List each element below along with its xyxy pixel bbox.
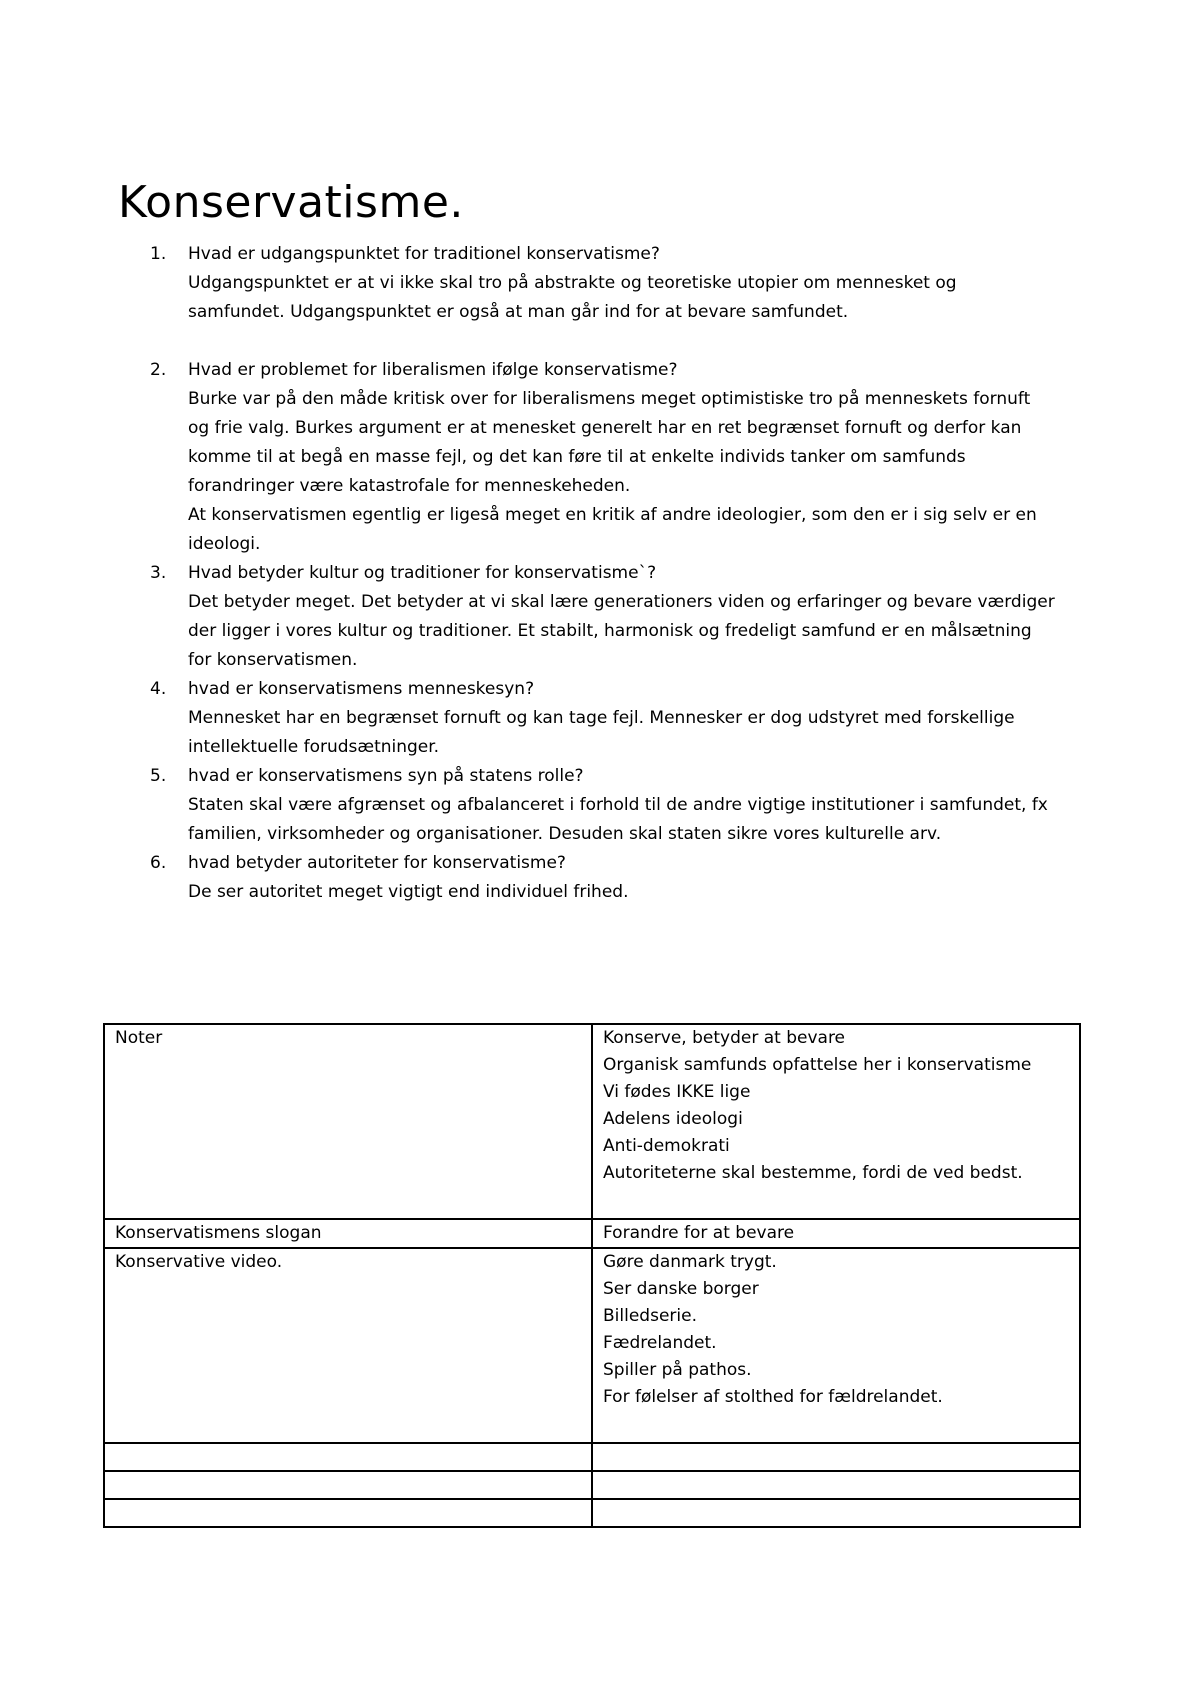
question-item-4 xyxy=(118,675,1098,762)
cell-line: Konservatismens slogan xyxy=(115,1223,322,1243)
table-cell-right xyxy=(592,1219,1080,1248)
table-cell-left xyxy=(104,1499,592,1527)
answer-line: for konservatismen. xyxy=(188,650,358,670)
table-row xyxy=(104,1471,1080,1499)
question-text: hvad betyder autoriteter for konservatisme? xyxy=(188,853,566,873)
cell-line: Anti-demokrati xyxy=(603,1136,730,1156)
answer-line: og frie valg. Burkes argument er at menesket generelt har en ret begrænset fornuft og derfor kan xyxy=(188,418,1022,438)
table-cell-right xyxy=(592,1248,1080,1443)
question-text: hvad er konservatismens syn på statens rolle? xyxy=(188,766,584,786)
answer-line: samfundet. Udgangspunktet er også at man går ind for at bevare samfundet. xyxy=(188,302,849,322)
cell-line: Fædrelandet. xyxy=(603,1333,717,1353)
cell-line: Billedserie. xyxy=(603,1306,697,1326)
answer-line: At konservatismen egentlig er ligeså meget en kritik af andre ideologier, som den er i sig selv er en xyxy=(188,505,1037,525)
question-text: Hvad er udgangspunktet for traditionel konservatisme? xyxy=(188,244,660,264)
cell-line: Adelens ideologi xyxy=(603,1109,743,1129)
cell-line: Forandre for at bevare xyxy=(603,1223,795,1243)
answer-line: De ser autoritet meget vigtigt end individuel frihed. xyxy=(188,882,629,902)
question-number: 4. xyxy=(150,679,167,699)
table-row xyxy=(104,1443,1080,1471)
cell-line: Spiller på pathos. xyxy=(603,1360,752,1380)
table-cell-right xyxy=(592,1024,1080,1219)
question-text: hvad er konservatismens menneskesyn? xyxy=(188,679,535,699)
cell-line: Gøre danmark trygt. xyxy=(603,1252,777,1272)
cell-line: Noter xyxy=(115,1028,163,1048)
question-item-3 xyxy=(118,559,1098,675)
table-cell-right xyxy=(592,1471,1080,1499)
document-title: Konservatisme. xyxy=(118,177,464,228)
question-list xyxy=(118,240,1098,907)
cell-line: Konservative video. xyxy=(115,1252,283,1272)
answer-line: der ligger i vores kultur og traditioner. Et stabilt, harmonisk og fredeligt samfund er en målsætning xyxy=(188,621,1032,641)
question-item-1 xyxy=(118,240,1098,327)
answer-line: familien, virksomheder og organisationer. Desuden skal staten sikre vores kulturelle arv. xyxy=(188,824,942,844)
cell-line: Ser danske borger xyxy=(603,1279,759,1299)
table-row xyxy=(104,1219,1080,1248)
table-cell-left xyxy=(104,1248,592,1443)
table-cell-right xyxy=(592,1443,1080,1471)
question-item-6 xyxy=(118,849,1098,907)
cell-line: Konserve, betyder at bevare xyxy=(603,1028,846,1048)
question-item-2 xyxy=(118,356,1098,559)
table-row xyxy=(104,1499,1080,1527)
table-cell-right xyxy=(592,1499,1080,1527)
answer-line: komme til at begå en masse fejl, og det kan føre til at enkelte individs tanker om samfunds xyxy=(188,447,966,467)
answer-line: Udgangspunktet er at vi ikke skal tro på abstrakte og teoretiske utopier om mennesket og xyxy=(188,273,957,293)
question-number: 1. xyxy=(150,244,167,264)
question-text: Hvad er problemet for liberalismen ifølge konservatisme? xyxy=(188,360,678,380)
question-item-5 xyxy=(118,762,1098,849)
answer-line: intellektuelle forudsætninger. xyxy=(188,737,440,757)
notes-table xyxy=(103,1023,1081,1528)
table-cell-left xyxy=(104,1443,592,1471)
cell-line: For følelser af stolthed for fældrelandet. xyxy=(603,1387,943,1407)
cell-line: Autoriteterne skal bestemme, fordi de ved bedst. xyxy=(603,1163,1023,1183)
table-row xyxy=(104,1024,1080,1219)
table-row xyxy=(104,1248,1080,1443)
question-number: 2. xyxy=(150,360,167,380)
cell-line: Vi fødes IKKE lige xyxy=(603,1082,751,1102)
answer-line: Det betyder meget. Det betyder at vi skal lære generationers viden og erfaringer og bevare værdiger xyxy=(188,592,1055,612)
question-number: 6. xyxy=(150,853,167,873)
cell-line: Organisk samfunds opfattelse her i konservatisme xyxy=(603,1055,1032,1075)
question-text: Hvad betyder kultur og traditioner for konservatisme`? xyxy=(188,563,657,583)
question-number: 3. xyxy=(150,563,167,583)
answer-line: ideologi. xyxy=(188,534,261,554)
table-cell-left xyxy=(104,1024,592,1219)
table-cell-left xyxy=(104,1471,592,1499)
table-cell-left xyxy=(104,1219,592,1248)
answer-line: Burke var på den måde kritisk over for liberalismens meget optimistiske tro på menneskets fornuft xyxy=(188,389,1031,409)
question-number: 5. xyxy=(150,766,167,786)
answer-line: forandringer være katastrofale for menneskeheden. xyxy=(188,476,631,496)
answer-line: Mennesket har en begrænset fornuft og kan tage fejl. Mennesker er dog udstyret med forskellige xyxy=(188,708,1015,728)
answer-line: Staten skal være afgrænset og afbalanceret i forhold til de andre vigtige institutioner i samfundet, fx xyxy=(188,795,1048,815)
